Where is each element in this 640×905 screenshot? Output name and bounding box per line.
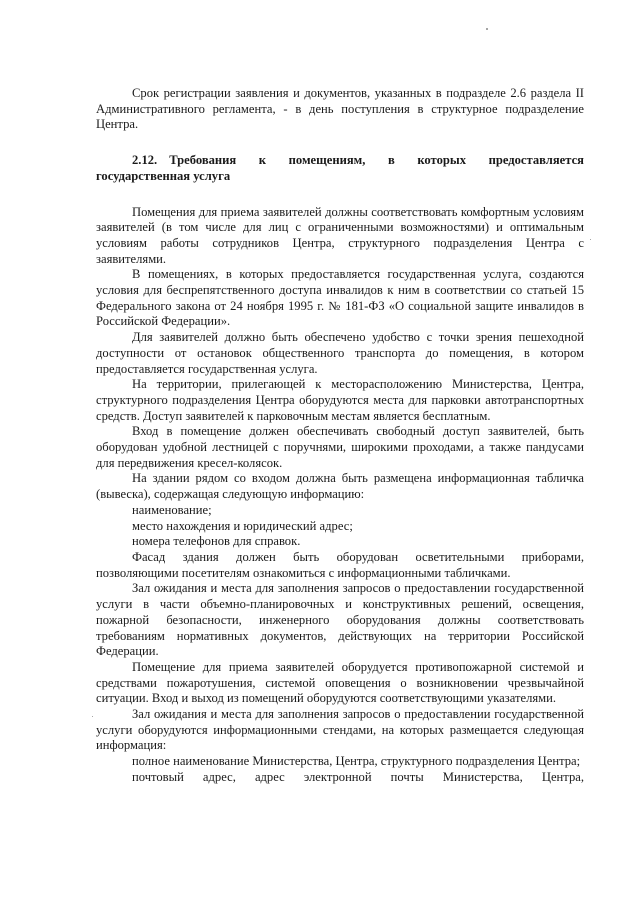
sign-list-item: номера телефонов для справок. [132, 534, 301, 549]
sign-list-item: наименование; [132, 502, 212, 517]
paragraph: Зал ожидания и места для заполнения запросов о предоставлении государственной услуги в части объемно-планировочных и конструктивных решений, освещения, пожарной безопасности, инженерного оборудования должны соответствовать требованиям нормативных документов, действующих на территории Российской Федерации. [96, 581, 584, 659]
scan-speck [92, 716, 93, 717]
section-number: 2.12. [132, 153, 158, 168]
paragraph: Помещение для приема заявителей оборудуется противопожарной системой и средствами пожаротушения, системой оповещения о возникновении чрезвычайной ситуации. Вход и выход из помещений оборудуются соответствующими указателями. [96, 659, 584, 706]
intro-paragraph: Срок регистрации заявления и документов, указанных в подразделе 2.6 раздела II Административного регламента, - в день поступления в структурное подразделение Центра. [96, 86, 584, 132]
stand-list-item: полное наименование Министерства, Центра, структурного подразделения Центра; [132, 754, 581, 769]
stand-list-item: почтовый адрес, адрес электронной почты Министерства, Центра, [132, 769, 584, 784]
paragraph: Вход в помещение должен обеспечивать свободный доступ заявителей, быть оборудован удобной лестницей с поручнями, широкими проходами, а также пандусами для передвижения кресел-колясок. [96, 424, 584, 470]
section-heading [96, 153, 584, 184]
scan-speck [590, 239, 591, 240]
document-page [96, 86, 584, 786]
paragraph: Зал ожидания и места для заполнения запросов о предоставлении государственной услуги оборудуются информационными стендами, на которых размещается следующая информация: [96, 707, 584, 753]
sign-list-item: место нахождения и юридический адрес; [132, 518, 353, 533]
section-title: Требования к помещениям, в которых предоставляется государственная услуга [96, 153, 584, 183]
paragraph: На здании рядом со входом должна быть размещена информационная табличка (вывеска), содержащая следующую информацию: [96, 471, 584, 502]
scan-speck [486, 28, 488, 30]
paragraph: Фасад здания должен быть оборудован осветительными приборами, позволяющими посетителям ознакомиться с информационными табличками. [96, 549, 584, 580]
paragraph: На территории, прилегающей к месторасположению Министерства, Центра, структурного подразделения Центра оборудуются места для парковки автотранспортных средств. Доступ заявителей к парковочным местам является бесплатным. [96, 377, 584, 423]
paragraph: В помещениях, в которых предоставляется государственная услуга, создаются условия для беспрепятственного доступа инвалидов к ним в соответствии со статьей 15 Федерального закона от 24 ноября 1995 г. № 181-ФЗ «О социальной защите инвалидов в Российской Федерации». [96, 267, 584, 329]
paragraph: Для заявителей должно быть обеспечено удобство с точки зрения пешеходной доступности от остановок общественного транспорта до помещения, в котором предоставляется государственная услуга. [96, 330, 584, 376]
paragraph: Помещения для приема заявителей должны соответствовать комфортным условиям заявителей (в том числе для лиц с ограниченными возможностями) и оптимальным условиям работы сотрудников Центра, структурного подразделения Центра с заявителями. [96, 204, 584, 266]
